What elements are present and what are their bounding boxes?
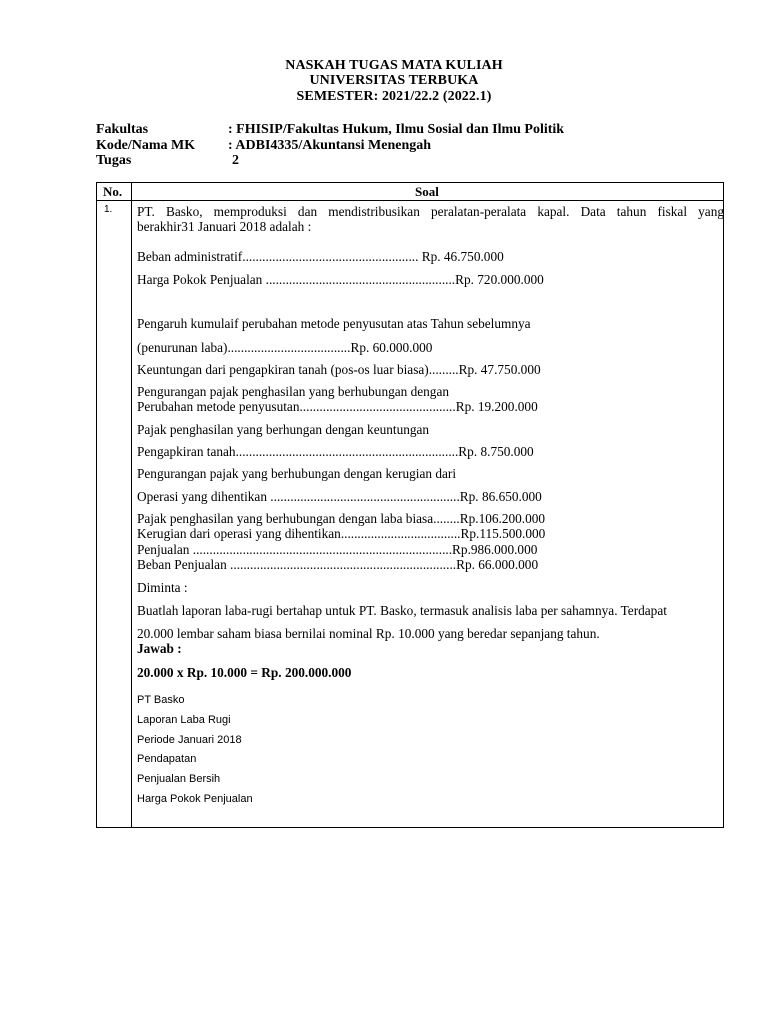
jawab-line: Harga Pokok Penjualan xyxy=(137,793,253,805)
jawab-line: Penjualan Bersih xyxy=(137,773,221,785)
column-header-no: No. xyxy=(103,184,123,199)
meta-label: Fakultas xyxy=(96,122,149,137)
pajak-tanah-line-1: Pajak penghasilan yang berhungan dengan keuntungan xyxy=(137,422,430,437)
meta-value: : FHISIP/Fakultas Hukum, Ilmu Sosial dan Ilmu Politik xyxy=(228,122,565,137)
jawab-line: PT Basko xyxy=(137,694,185,706)
pengurangan-pajak-2-line-2: Operasi yang dihentikan .........................................................Rp. 86.650.000 xyxy=(137,489,542,504)
harga-pokok-penjualan: Harga Pokok Penjualan .........................................................Rp. 720.000.000 xyxy=(137,272,544,287)
row-number: 1. xyxy=(104,204,113,215)
column-header-soal: Soal xyxy=(415,184,439,199)
pengaruh-kumulatif-line-1: Pengaruh kumulaif perubahan metode penyusutan atas Tahun sebelumnya xyxy=(137,316,531,331)
jawab-label: Jawab : xyxy=(137,641,182,656)
meta-label: Kode/Nama MK xyxy=(96,138,196,153)
meta-label: Tugas xyxy=(96,153,132,168)
keuntungan-pengapkiran: Keuntungan dari pengapkiran tanah (pos-os luar biasa).........Rp. 47.750.000 xyxy=(137,362,541,377)
pengurangan-pajak-1-line-2: Perubahan metode penyusutan...............................................Rp. 19.200.000 xyxy=(137,399,538,414)
buatlah-line-2: 20.000 lembar saham biasa bernilai nominal Rp. 10.000 yang beredar sepanjang tahun. xyxy=(137,626,600,641)
header-line-3: SEMESTER: 2021/22.2 (2022.1) xyxy=(296,89,492,104)
buatlah-line-1: Buatlah laporan laba-rugi bertahap untuk PT. Basko, termasuk analisis laba per sahamnya. Terdapat xyxy=(137,603,667,618)
pajak-laba-biasa: Pajak penghasilan yang berhubungan dengan laba biasa........Rp.106.200.000 xyxy=(137,511,546,526)
pajak-tanah-line-2: Pengapkiran tanah...................................................................Rp. 8.750.000 xyxy=(137,444,534,459)
meta-value: 2 xyxy=(232,153,239,168)
beban-administratif: Beban administratif..................................................... Rp. 46.750.000 xyxy=(137,249,504,264)
beban-penjualan: Beban Penjualan ....................................................................Rp. 66.000.000 xyxy=(137,557,539,572)
pengurangan-pajak-1-line-1: Pengurangan pajak penghasilan yang berhubungan dengan xyxy=(137,384,450,399)
meta-value: : ADBI4335/Akuntansi Menengah xyxy=(228,138,432,153)
kerugian-operasi: Kerugian dari operasi yang dihentikan....................................Rp.115.500.000 xyxy=(137,526,546,541)
intro-line-1: PT. Basko, memproduksi dan mendistribusikan peralatan-peralata kapal. Data tahun fiskal yang xyxy=(137,204,724,219)
intro-line-2: berakhir31 Januari 2018 adalah : xyxy=(137,219,312,234)
header-line-1: NASKAH TUGAS MATA KULIAH xyxy=(285,58,503,73)
jawab-line: Laporan Laba Rugi xyxy=(137,714,231,726)
jawab-line: Pendapatan xyxy=(137,753,197,765)
header-divider xyxy=(97,200,723,201)
jawab-line: Periode Januari 2018 xyxy=(137,734,242,746)
jawab-calculation: 20.000 x Rp. 10.000 = Rp. 200.000.000 xyxy=(137,665,352,680)
diminta-label: Diminta : xyxy=(137,580,188,595)
header-line-2: UNIVERSITAS TERBUKA xyxy=(309,73,479,88)
pengurangan-pajak-2-line-1: Pengurangan pajak yang berhubungan dengan kerugian dari xyxy=(137,466,457,481)
penjualan: Penjualan ..............................................................................Rp.986.000.000 xyxy=(137,542,538,557)
pengaruh-kumulatif-line-2: (penurunan laba).....................................Rp. 60.000.000 xyxy=(137,340,433,355)
column-divider xyxy=(131,183,132,827)
